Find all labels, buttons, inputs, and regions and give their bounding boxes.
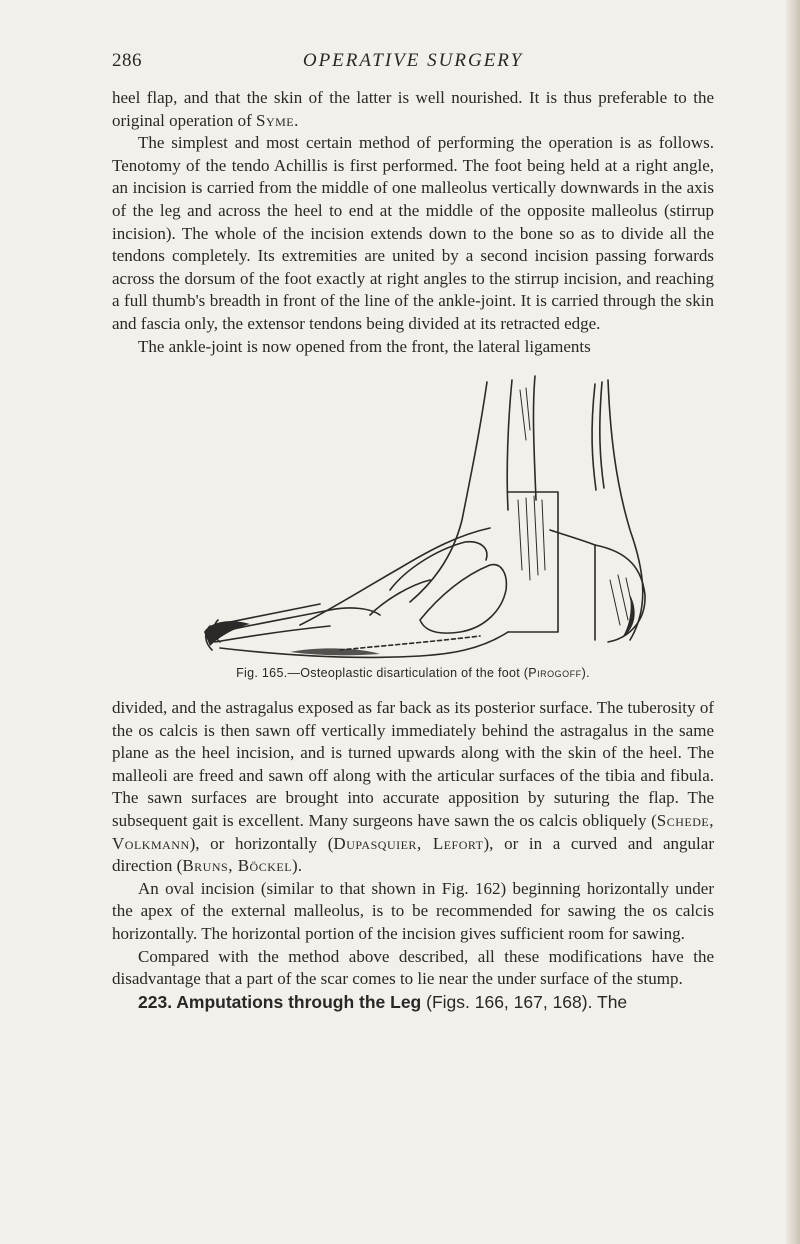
tendon-lines: [592, 382, 604, 490]
paragraph-1: heel flap, and that the skin of the latter is well nourished. It is thus preferable to the original operation of Syme.: [112, 88, 714, 130]
page-edge-shadow: [786, 0, 800, 1244]
tarsal-bone-1: [420, 565, 506, 634]
paragraph-4: divided, and the astragalus exposed as far back as its posterior surface. The tuberosity of the os calcis is then sawn off vertically immediately behind the astragalus in the same plane as the heel incision, and is turned upwards along with the skin of the heel. The malleoli are freed and sawn off along with the articular surfaces of the tibia and fibula. The sawn surfaces are brought into accurate apposition by suturing the flap. The subsequent gait is excellent. Many surgeons have sawn the os calcis obliquely (Schede, Volkmann), or horizontally (Dupasquier, Lefort), or in a curved and angular direction (Bruns, Böckel).: [112, 698, 714, 876]
surgeons-names-2: Dupasquier, Lefort: [333, 833, 484, 853]
leg-outline-back: [608, 380, 643, 640]
body-text-top: [112, 87, 714, 358]
paragraph-5: An oval incision (similar to that shown in Fig. 162) beginning horizontally under the apex of the external malleolus, is to be recommended for sawing the os calcis horizontally. The horizontal portion of the incision gives sufficient room for sawing.: [112, 878, 714, 943]
leg-outline-front: [410, 382, 487, 602]
tarsal-bone-3: [370, 580, 430, 615]
toe-shading: [204, 621, 250, 646]
page-header: [112, 50, 714, 74]
metatarsal-3: [230, 604, 320, 622]
paragraph-2: The simplest and most certain method of performing the operation is as follows. Tenotomy of the tendo Achillis is first performed. The foot being held at a right angle, an incision is carried from the middle of one malleolus vertically downwards in the axis of the leg and across the heel to end at the middle of the opposite malleolus (stirrup incision). The whole of the incision extends down to the bone so as to divide all the tendons completely. Its extremities are united by a second incision passing forwards across the dorsum of the foot exactly at right angles to the stirrup incision, and reaching a full thumb's breadth in front of the line of the ankle-joint. It is carried through the skin and fascia only, the extensor tendons being divided at its retracted edge.: [112, 133, 714, 333]
author-name-syme: Syme: [256, 110, 295, 130]
stirrup-line: [550, 530, 595, 545]
sole-shading: [290, 648, 380, 655]
top-hatch: [520, 388, 530, 440]
osteotomy-block: [508, 492, 558, 632]
foot-disarticulation-illustration: [190, 370, 660, 660]
body-text-bottom: [112, 697, 714, 1014]
section-heading: 223. Amputations through the Leg: [138, 991, 422, 1012]
figure-caption: Fig. 165.—Osteoplastic disarticulation of the foot (Pirogoff).: [236, 666, 590, 680]
paragraph-6: Compared with the method above described, all these modifications have the disadvantage that a part of the scar comes to lie near the under surface of the stump.: [112, 946, 714, 989]
page-number: 286: [112, 50, 142, 71]
section-heading-tail: (Figs. 166, 167, 168). The: [421, 991, 628, 1012]
fibula-line: [533, 376, 536, 500]
tibia-hatch: [518, 496, 545, 580]
paragraph-3: The ankle-joint is now opened from the front, the lateral ligaments: [138, 336, 591, 356]
surgeons-names-1: Schede, Volkmann: [112, 810, 714, 853]
plantar-line: [340, 636, 480, 650]
section-heading-paragraph: [112, 991, 714, 1015]
tibia-shaft: [507, 380, 512, 510]
caption-name-pirogoff: Pirogoff: [528, 666, 582, 680]
running-head: OPERATIVE SURGERY: [302, 50, 524, 71]
surgeons-names-3: Bruns, Böckel: [182, 856, 293, 876]
heel-flap: [595, 545, 645, 642]
